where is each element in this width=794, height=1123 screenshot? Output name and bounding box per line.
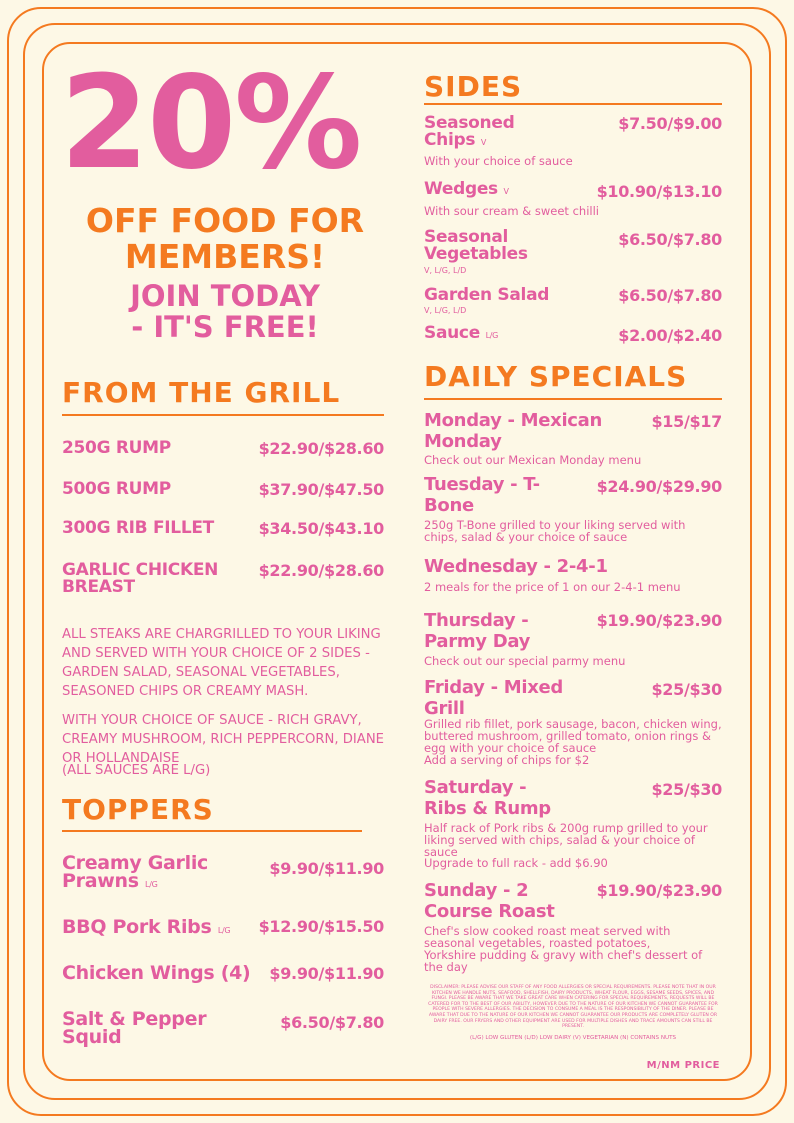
special-item [424,677,722,772]
side-tag: V [503,187,509,196]
sides-heading: SIDES [424,70,523,103]
toppers-rule [62,830,362,832]
topper-item [62,854,384,894]
promo-join [60,281,390,344]
side-item-tag: V, L/G, L/D [424,306,467,315]
special-item-desc: 250g T-Bone grilled to your liking served with chips, salad & your choice of sauce [424,518,686,544]
special-item-price: $19.90/$23.90 [596,881,722,900]
side-item-desc: With sour cream & sweet chilli [424,204,599,218]
special-item [424,777,722,872]
grill-item-name: GARLIC CHICKEN BREAST [62,560,219,597]
grill-item-price: $22.90/$28.60 [258,561,384,580]
topper-item-name: Chicken Wings (4) [62,962,251,984]
specials-heading: DAILY SPECIALS [424,360,688,393]
side-item-desc: With your choice of sauce [424,154,573,168]
grill-item-price: $34.50/$43.10 [258,519,384,538]
special-item-desc: Check out our Mexican Monday menu [424,453,642,467]
side-item-name [424,115,544,151]
special-item-price: $25/$30 [651,680,722,699]
dietary-legend: (L/G) LOW GLUTEN (L/D) LOW DAIRY (V) VEGETARIAN (N) CONTAINS NUTS [469,1035,677,1041]
topper-item-price: $12.90/$15.50 [258,917,384,936]
topper-item-price: $9.90/$11.90 [269,964,384,983]
grill-item-name: 500G RUMP [62,479,171,499]
side-name: Seasoned Chips [424,113,515,150]
topper-item-name [62,854,232,894]
special-item-extra: Add a serving of chips for $2 [424,753,590,767]
side-tag: L/G [485,331,499,340]
topper-item-price: $9.90/$11.90 [269,859,384,878]
grill-item-name: 300G RIB FILLET [62,518,214,538]
special-item-desc: 2 meals for the price of 1 on our 2-4-1 menu [424,580,681,594]
topper-name: BBQ Pork Ribs [62,916,212,938]
special-item-name: Monday - Mexican Monday [424,410,603,452]
special-item [424,410,722,470]
side-item-price: $6.50/$7.80 [618,230,722,249]
special-item [424,474,722,546]
disclaimer: DISCLAIMER: PLEASE ADVISE OUR STAFF OF ANY FOOD ALLERGIES OR SPECIAL REQUIREMENTS. PLEASE NOTE THAT IN OUR KITCHEN WE HANDLE NUTS, SEAFOOD, SHELLFISH, DAIRY PRODUCTS, WHEAT FLOUR, EGGS, SESAME SEEDS, SPICES, AND FUNGI. PLEASE BE AWARE THAT WE TAKE GREAT CARE WHEN CATERING FOR SPECIAL REQUIREMENTS, REQUESTS WILL BE CATERED FOR TO THE BEST OF OUR ABILITY, HOWEVER DUE TO THE NATURE OF OUR KITCHEN WE CANNOT GUARANTEE FOR PEOPLE WITH SEVERE ALLERGIES. THE DECISION TO CONSUME A MEAL IS THE RESPONSIBILITY OF THE DINER. PLEASE BE AWARE THAT DUE TO THE NATURE OF OUR KITCHEN WE CANNOT GUARANTEE OUR PRODUCTS ARE COMPLETELY GLUTEN OR DAIRY FREE. OUR FRYERS AND OTHER EQUIPMENT ARE USED FOR MULTIPLE DISHES AND TRACE AMOUNTS CAN STILL BE PRESENT. [428,985,718,1030]
topper-tag: L/G [217,926,231,935]
special-item-desc: Half rack of Pork ribs & 200g rump grilled to your liking served with chips, salad & your choice of sauce [424,821,708,859]
price-key: M/NM PRICE [646,1060,720,1071]
special-item [424,556,722,596]
special-item-price: $15/$17 [651,412,722,431]
special-item-name: Friday - Mixed Grill [424,677,563,719]
side-tag: V [480,138,487,147]
special-item [424,880,722,975]
grill-heading: FROM THE GRILL [62,376,341,409]
side-name: Wedges [424,179,498,199]
grill-item [62,562,384,602]
topper-tag: L/G [145,880,158,889]
grill-item-name: 250G RUMP [62,438,171,458]
special-item-name: Tuesday - T-Bone [424,474,540,516]
promo-offer [60,203,390,274]
side-item-name [424,181,509,200]
grill-item-price: $37.90/$47.50 [258,480,384,499]
toppers-heading: TOPPERS [62,793,214,826]
special-item-extra: Upgrade to full rack - add $6.90 [424,856,608,870]
side-name: Sauce [424,323,480,343]
side-item [424,115,722,171]
side-item-name: Garden Salad [424,285,550,305]
special-item-price: $25/$30 [651,780,722,799]
topper-name: Creamy Garlic Prawns [62,852,208,892]
special-item [424,610,722,670]
special-item-price: $19.90/$23.90 [596,611,722,630]
grill-note: ALL STEAKS ARE CHARGRILLED TO YOUR LIKING AND SERVED WITH YOUR CHOICE OF 2 SIDES - GARDEN SALAD, SEASONAL VEGETABLES, SEASONED CHIPS OR CREAMY MASH. [62,627,381,699]
promo-line-1: OFF FOOD FOR [85,201,365,240]
side-item [424,229,722,279]
topper-item-name [62,918,230,940]
special-item-desc: Chef's slow cooked roast meat served with seasonal vegetables, roasted potatoes, Yorkshire pudding & gravy with chef's dessert of the day [424,924,703,974]
side-item-name: Seasonal Vegetables [424,227,528,264]
special-item-price: $24.90/$29.90 [596,477,722,496]
promo-join-1: JOIN TODAY [130,279,320,313]
topper-item [62,1010,384,1050]
side-item [424,287,722,317]
promo-line-2: MEMBERS! [124,236,326,276]
side-item-price: $10.90/$13.10 [596,182,722,201]
side-item-price: $7.50/$9.00 [618,114,722,133]
side-item-name [424,325,498,344]
side-item-price: $6.50/$7.80 [618,286,722,305]
grill-item-price: $22.90/$28.60 [258,439,384,458]
grill-sauce-note: WITH YOUR CHOICE OF SAUCE - RICH GRAVY, CREAMY MUSHROOM, RICH PEPPERCORN, DIANE OR HOLLANDAISE [62,713,385,766]
topper-item-name: Salt & Pepper Squid [62,1008,207,1048]
special-item-name: Sunday - 2 Course Roast [424,880,555,922]
promo-percent: 20% [60,49,361,198]
topper-item-price: $6.50/$7.80 [280,1013,384,1032]
special-item-name: Wednesday - 2-4-1 [424,556,608,577]
grill-sauce-lg-note: (ALL SAUCES ARE L/G) [62,763,211,778]
specials-rule [424,398,722,400]
side-item-price: $2.00/$2.40 [618,326,722,345]
special-item-desc: Check out our special parmy menu [424,654,626,668]
special-item-name: Saturday - Ribs & Rump [424,777,551,819]
side-item-tag: V, L/G, L/D [424,266,467,275]
side-item [424,181,722,221]
grill-rule [62,414,384,416]
promo-join-2: - IT'S FREE! [131,310,319,345]
special-item-name: Thursday - Parmy Day [424,610,531,652]
special-item-desc: Grilled rib fillet, pork sausage, bacon, chicken wing, buttered mushroom, grilled tomato, onion rings & egg with your choice of sauce [424,717,722,755]
sides-rule [424,103,722,105]
